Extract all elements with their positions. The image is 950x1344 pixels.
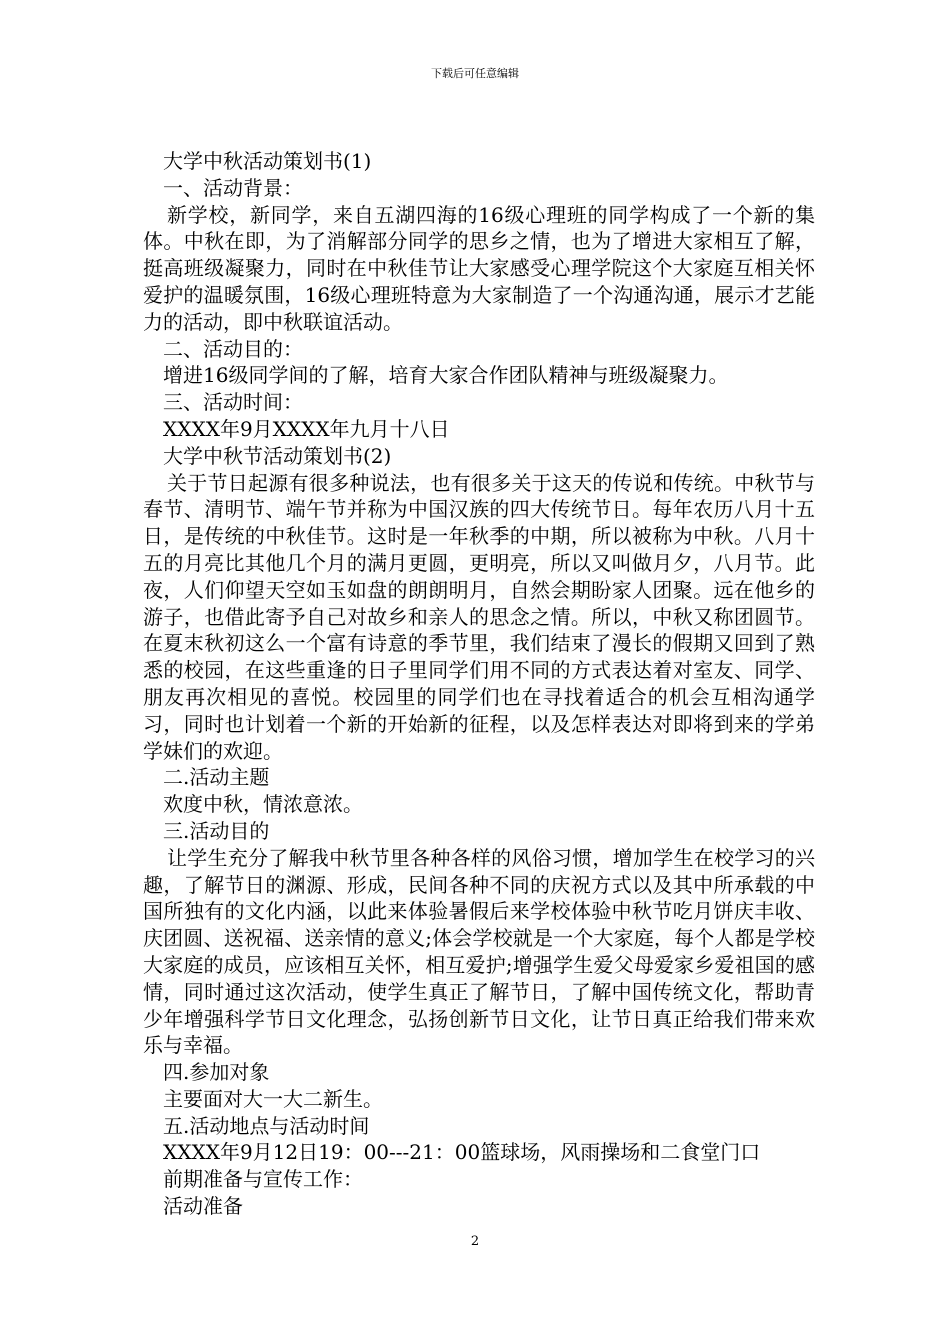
body-paragraph: 关于节日起源有很多种说法，也有很多关于这天的传说和传统。中秋节与春节、清明节、端午节并称为中国汉族的四大传统节日。每年农历八月十五日，是传统的中秋佳节。这时是一年秋季的中期，所以被称为中秋。八月十五的月亮比其他几个月的满月更圆，更明亮，所以又叫做月夕，八月节。此夜，人们仰望天空如玉如盘的朗朗明月，自然会期盼家人团聚。远在他乡的游子，也借此寄予自己对故乡和亲人的思念之情。所以，中秋又称团圆节。在夏末秋初这么一个富有诗意的季节里，我们结束了漫长的假期又回到了熟悉的校园，在这些重逢的日子里同学们用不同的方式表达着对室友、同学、朋友再次相见的喜悦。校园里的同学们也在寻找着适合的机会互相沟通学习，同时也计划着一个新的开始新的征程，以及怎样表达对即将到来的学弟学妹们的欢迎。 bbox=[143, 470, 815, 763]
body-paragraph: 新学校，新同学，来自五湖四海的16级心理班的同学构成了一个新的集体。中秋在即，为了消解部分同学的思乡之情，也为了增进大家相互了解，挺高班级凝聚力，同时在中秋佳节让大家感受心理学院这个大家庭互相关怀爱护的温暖氛围，16级心理班特意为大家制造了一个沟通沟通，展示才艺能力的活动，即中秋联谊活动。 bbox=[143, 202, 815, 334]
document-body bbox=[143, 148, 815, 1220]
page-number: 2 bbox=[470, 1234, 480, 1249]
section-heading: 二.活动主题 bbox=[163, 765, 270, 790]
section-heading: 三.活动目的 bbox=[163, 818, 270, 843]
section-heading: 五.活动地点与活动时间 bbox=[163, 1113, 370, 1138]
body-paragraph: 让学生充分了解我中秋节里各种各样的风俗习惯，增加学生在校学习的兴趣，了解节日的渊源、形成，民间各种不同的庆祝方式以及其中所承载的中国所独有的文化内涵，以此来体验暑假后来学校体验中秋节吃月饼庆丰收、庆团圆、送祝福、送亲情的意义;体会学校就是一个大家庭，每个人都是学校大家庭的成员，应该相互关怀，相互爱护;增强学生爱父母爱家乡爱祖国的感情，同时通过这次活动，使学生真正了解节日，了解中国传统文化，帮助青少年增强科学节日文化理念，弘扬创新节日文化，让节日真正给我们带来欢乐与幸福。 bbox=[143, 845, 815, 1058]
section-heading: 二、活动目的： bbox=[163, 336, 303, 361]
body-paragraph: 主要面对大一大二新生。 bbox=[163, 1086, 383, 1111]
body-paragraph: XXXX年9月XXXX年九月十八日 bbox=[163, 416, 450, 441]
section-heading: 四.参加对象 bbox=[163, 1060, 270, 1085]
body-paragraph: 增进16级同学间的了解，培育大家合作团队精神与班级凝聚力。 bbox=[163, 363, 729, 388]
section-title: 大学中秋活动策划书(1) bbox=[163, 149, 372, 173]
section-heading: 三、活动时间： bbox=[163, 390, 303, 415]
section-title: 大学中秋节活动策划书(2) bbox=[163, 443, 392, 468]
page-header: 下载后可任意编辑 bbox=[431, 67, 519, 80]
section-heading: 一、活动背景： bbox=[163, 175, 303, 200]
body-paragraph: 欢度中秋，情浓意浓。 bbox=[163, 792, 363, 817]
section-heading: 活动准备 bbox=[163, 1194, 243, 1219]
section-heading: 前期准备与宣传工作： bbox=[163, 1167, 363, 1192]
body-paragraph: XXXX年9月12日19：00---21：00篮球场，风雨操场和二食堂门口 bbox=[163, 1140, 761, 1165]
